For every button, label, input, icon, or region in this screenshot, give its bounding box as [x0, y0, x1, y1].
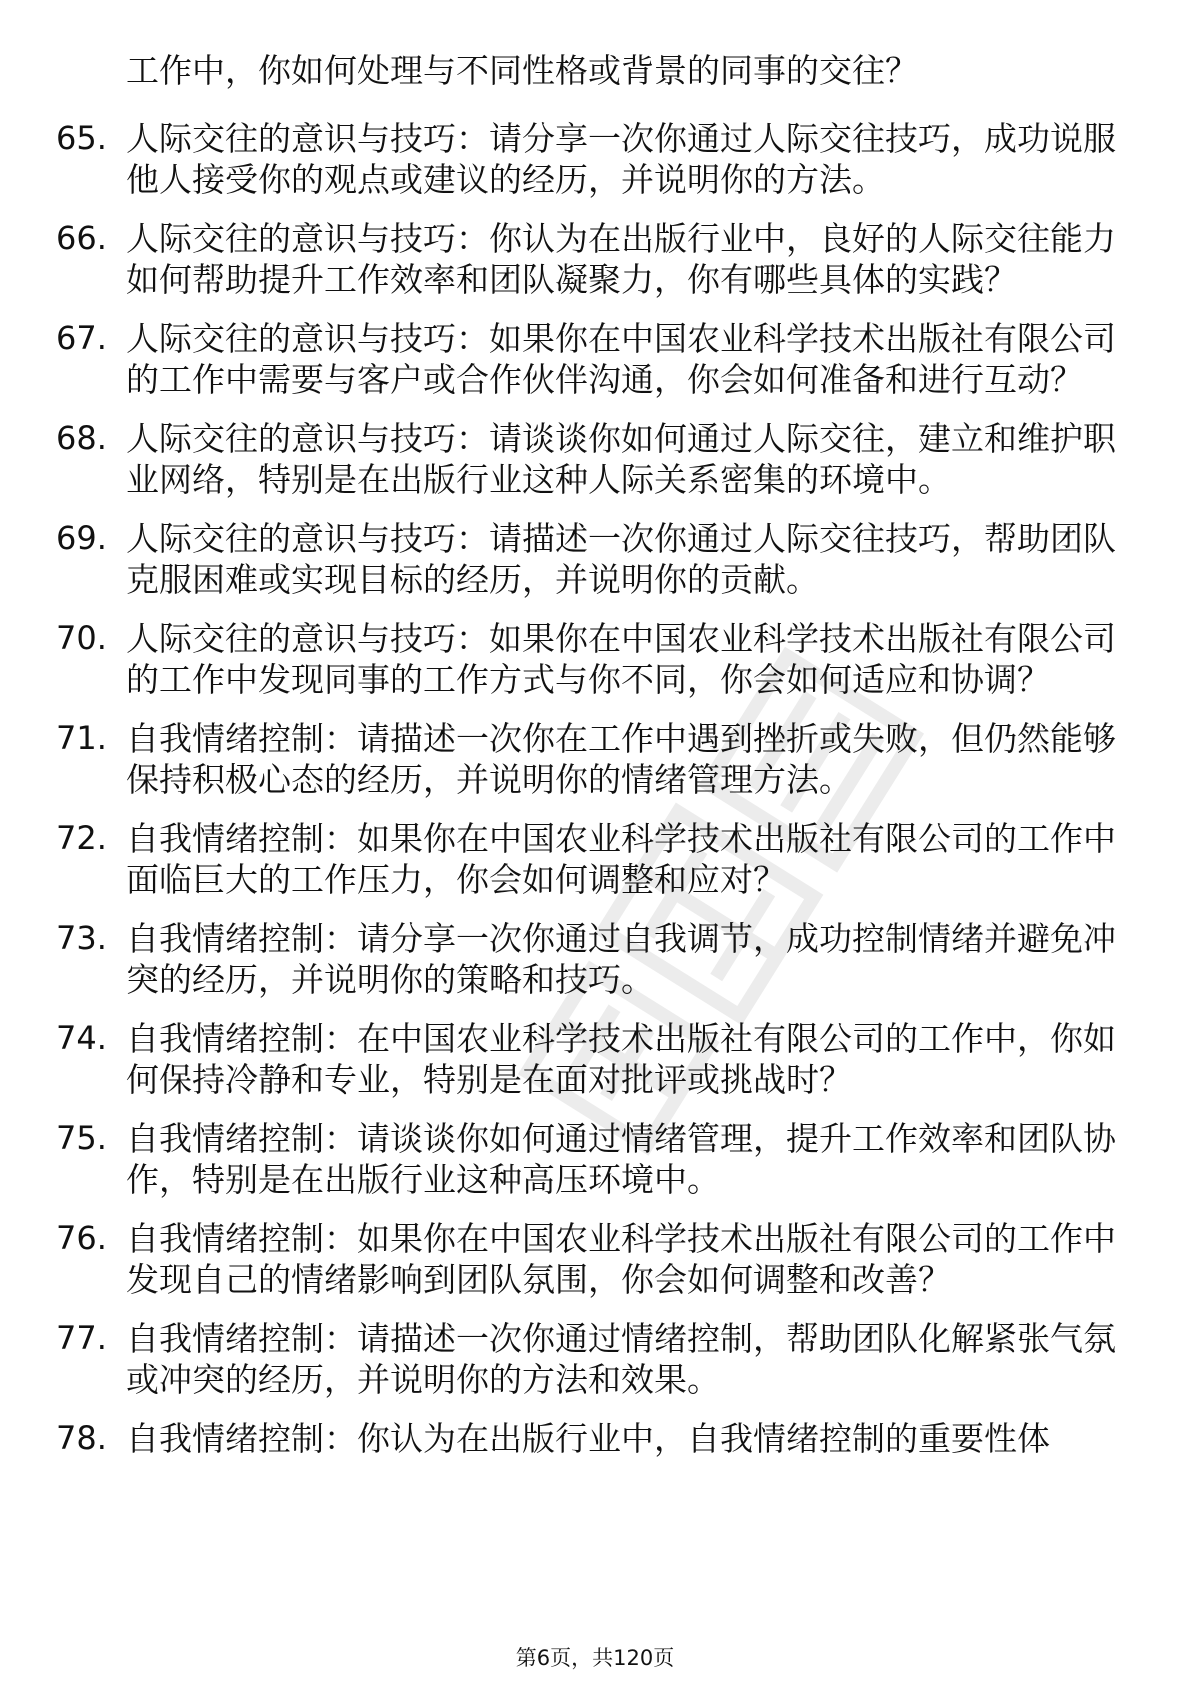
question-item	[56, 118, 1116, 200]
question-item	[56, 1118, 1116, 1200]
question-number: 66.	[56, 219, 107, 257]
question-text: 人际交往的意识与技巧：请分享一次你通过人际交往技巧，成功说服他人接受你的观点或建议的经历，并说明你的方法。	[126, 119, 1116, 199]
question-number: 73.	[56, 919, 107, 957]
question-list	[56, 118, 1116, 1477]
question-item	[56, 518, 1116, 600]
question-number: 67.	[56, 319, 107, 357]
question-number: 76.	[56, 1219, 107, 1257]
question-number: 77.	[56, 1319, 107, 1357]
question-text: 自我情绪控制：如果你在中国农业科学技术出版社有限公司的工作中面临巨大的工作压力，你会如何调整和应对？	[126, 819, 1116, 899]
question-text: 人际交往的意识与技巧：请谈谈你如何通过人际交往，建立和维护职业网络，特别是在出版行业这种人际关系密集的环境中。	[126, 419, 1116, 499]
question-item	[56, 918, 1116, 1000]
page-footer: 第6页，共120页	[515, 1646, 675, 1670]
question-item	[56, 618, 1116, 700]
question-item	[56, 818, 1116, 900]
question-text: 人际交往的意识与技巧：你认为在出版行业中，良好的人际交往能力如何帮助提升工作效率和团队凝聚力，你有哪些具体的实践？	[126, 219, 1116, 299]
question-item	[56, 1418, 1116, 1459]
question-text: 自我情绪控制：在中国农业科学技术出版社有限公司的工作中，你如何保持冷静和专业，特别是在面对批评或挑战时？	[126, 1019, 1116, 1099]
question-item	[56, 1318, 1116, 1400]
question-number: 69.	[56, 519, 107, 557]
question-number: 78.	[56, 1419, 107, 1457]
question-number: 71.	[56, 719, 107, 757]
question-number: 68.	[56, 419, 107, 457]
question-text: 自我情绪控制：你认为在出版行业中，自我情绪控制的重要性体	[126, 1419, 1050, 1458]
question-number: 70.	[56, 619, 107, 657]
question-text: 自我情绪控制：请描述一次你通过情绪控制，帮助团队化解紧张气氛或冲突的经历，并说明你的方法和效果。	[126, 1319, 1116, 1399]
question-item	[56, 1218, 1116, 1300]
question-text: 人际交往的意识与技巧：如果你在中国农业科学技术出版社有限公司的工作中发现同事的工作方式与你不同，你会如何适应和协调？	[126, 619, 1116, 699]
question-item	[56, 418, 1116, 500]
question-text: 自我情绪控制：如果你在中国农业科学技术出版社有限公司的工作中发现自己的情绪影响到团队氛围，你会如何调整和改善？	[126, 1219, 1116, 1299]
question-item	[56, 1018, 1116, 1100]
question-item	[56, 218, 1116, 300]
question-item	[56, 718, 1116, 800]
question-item	[56, 318, 1116, 400]
question-text: 自我情绪控制：请分享一次你通过自我调节，成功控制情绪并避免冲突的经历，并说明你的策略和技巧。	[126, 919, 1116, 999]
question-number: 72.	[56, 819, 107, 857]
question-number: 65.	[56, 119, 107, 157]
question-text: 人际交往的意识与技巧：如果你在中国农业科学技术出版社有限公司的工作中需要与客户或合作伙伴沟通，你会如何准备和进行互动？	[126, 319, 1116, 399]
question-text: 自我情绪控制：请描述一次你在工作中遇到挫折或失败，但仍然能够保持积极心态的经历，并说明你的情绪管理方法。	[126, 719, 1116, 799]
question-number: 74.	[56, 1019, 107, 1057]
question-text: 人际交往的意识与技巧：请描述一次你通过人际交往技巧，帮助团队克服困难或实现目标的经历，并说明你的贡献。	[126, 519, 1116, 599]
question-text: 自我情绪控制：请谈谈你如何通过情绪管理，提升工作效率和团队协作，特别是在出版行业这种高压环境中。	[126, 1119, 1116, 1199]
question-number: 75.	[56, 1119, 107, 1157]
continued-question-text: 工作中，你如何处理与不同性格或背景的同事的交往？	[126, 51, 918, 90]
